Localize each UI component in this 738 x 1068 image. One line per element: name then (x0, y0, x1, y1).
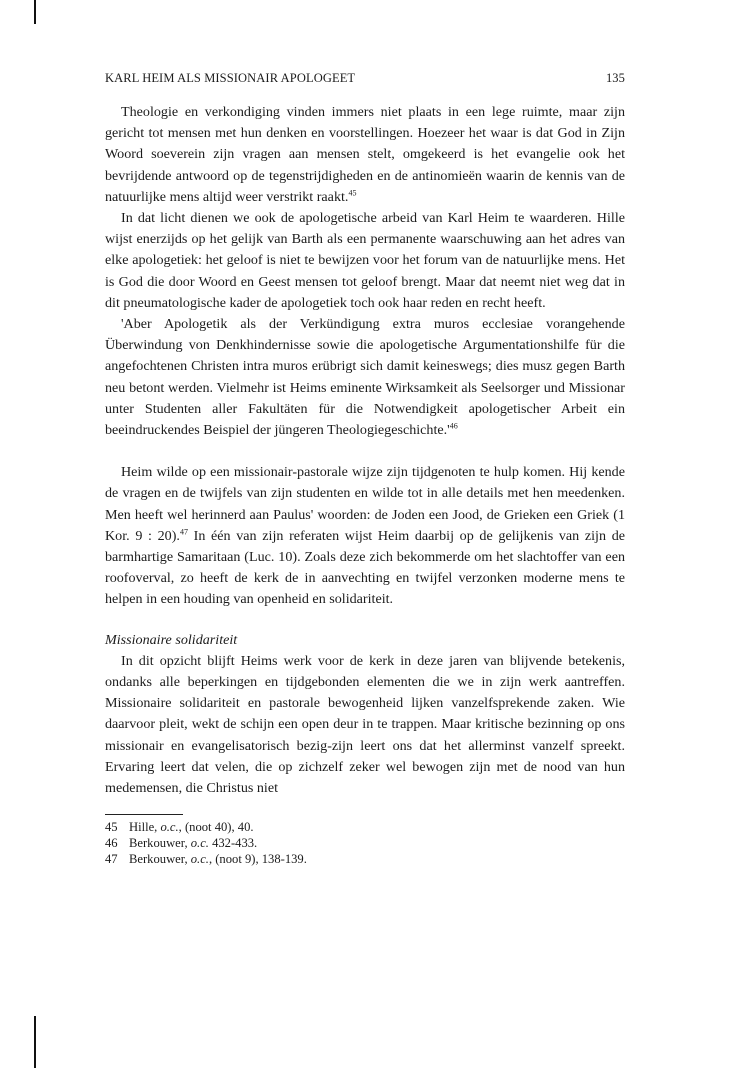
footnote-author: Berkouwer, (129, 852, 191, 867)
book-page (105, 66, 625, 867)
page-spine-top (34, 0, 36, 24)
footnote-rest: , (noot 9), 138-139. (208, 852, 307, 867)
footnote-ref-abbrev: o.c. (190, 852, 209, 867)
section-heading: Missionaire solidariteit (105, 631, 238, 648)
running-header (105, 66, 625, 86)
footnote-text (129, 835, 257, 851)
paragraph-2 (105, 208, 625, 314)
footnote-ref-45: 45 (348, 188, 357, 198)
block-quote-text: 'Aber Apologetik als der Verkündigung extra muros ecclesiae vorangehende Überwindung von Denkhindernisse sowie die apologetische Argumentationshilfe für die angefochtenen Christen intra muros erübrigt sich damit keineswegs; dies musz gegen Barth neu betont werden. Vielmehr ist Heims eminente Wirksamkeit als Seelsorger und Missionar unter Studenten aller Fakultäten für die Notwendigkeit apologetischer Arbeit ein beeindruckendes Beispiel der jüngeren Theologiegeschichte.' (105, 316, 625, 439)
paragraph-4 (105, 462, 625, 610)
paragraph-4-text: Heim wilde op een missionair-pastorale wijze zijn tijdgenoten te hulp komen. Hij kende de vragen en de twijfels van zijn studenten en wilde tot in alle details met hen meedenken. Men heeft wel herinnerd aan Paulus' woorden: de Joden een Jood, de Grieken een Griek (1 Kor. 9 : 20). (105, 464, 625, 544)
footnote-text (129, 851, 307, 867)
running-title: KARL HEIM ALS MISSIONAIR APOLOGEET (105, 71, 356, 85)
page-spine-bottom (34, 1016, 36, 1068)
footnote-ref-46: 46 (449, 421, 458, 431)
footnote-number: 45 (105, 820, 118, 835)
footnote-45 (105, 819, 625, 835)
page-number: 135 (605, 71, 625, 85)
footnote-rest: , (noot 40), 40. (178, 820, 254, 835)
footnote-author: Hille, (129, 820, 161, 835)
paragraph-5-text: In dit opzicht blijft Heims werk voor de kerk in deze jaren van blijvende betekenis, ondanks alle beperkingen en tijdgebonden elementen die we in zijn werk aantreffen. Missionaire solidariteit en pastorale bewogenheid lijken vanzelfsprekende zaken. Wie daarvoor pleit, wekt de schijn een open deur in te trappen. Maar kritische bezinning op ons missionair en evangelisatorisch bezig-zijn leert ons dat het allerminst vanzelf spreekt. Ervaring leert dat velen, die op zichzelf zeker wel bewogen zijn met de nood van hun medemensen, die Christus niet (105, 652, 625, 797)
footnote-47 (105, 851, 625, 867)
footnote-number: 46 (105, 836, 118, 851)
paragraph-5 (105, 651, 625, 799)
footnote-text (129, 819, 254, 835)
footnote-divider (105, 814, 183, 815)
footnote-rest: 432-433. (208, 836, 258, 851)
footnote-ref-abbrev: o.c. (160, 820, 179, 835)
body-text (105, 102, 625, 799)
paragraph-4-text-cont: In één van zijn referaten wijst Heim daarbij op de gelijkenis van zijn de barmhartige Samaritaan (Luc. 10). Zoals deze zich bekommerde om het slachtoffer van een roofoverval, zo heeft de kerk de in aanvechting en twijfel verzonken moderne mens te helpen in een houding van openheid en solidariteit. (105, 527, 625, 608)
block-quote (105, 314, 625, 441)
paragraph-1 (105, 102, 625, 208)
footnote-46 (105, 835, 625, 851)
paragraph-1-text: Theologie en verkondiging vinden immers niet plaats in een lege ruimte, maar zijn gericht tot mensen met hun denken en voorstellingen. Hoezeer het waar is dat God in Zijn Woord soeverein zijn vragen aan mensen stelt, omgekeerd is het evangelie ook het bevrijdende antwoord op de tegenstrijdigheden en de antinomieën waarin de kennis van de natuurlijke mens altijd weer verstrikt raakt. (105, 104, 625, 205)
footnote-author: Berkouwer, (129, 836, 191, 851)
footnote-number: 47 (105, 852, 118, 867)
footnote-ref-abbrev: o.c. (190, 836, 209, 851)
paragraph-2-text: In dat licht dienen we ook de apologetische arbeid van Karl Heim te waarderen. Hille wijst enerzijds op het gelijk van Barth als een permanente waarschuwing aan het adres van elke apologetiek: het geloof is niet te bewijzen voor het forum van de natuurlijke mens. Het is God die door Woord en Geest mensen tot geloof brengt. Maar dat neemt niet weg dat in dit pneumatologische kader de apologetiek toch ook haar reden en recht heeft. (105, 210, 625, 311)
footnotes (105, 819, 625, 867)
footnote-ref-47: 47 (179, 527, 188, 537)
